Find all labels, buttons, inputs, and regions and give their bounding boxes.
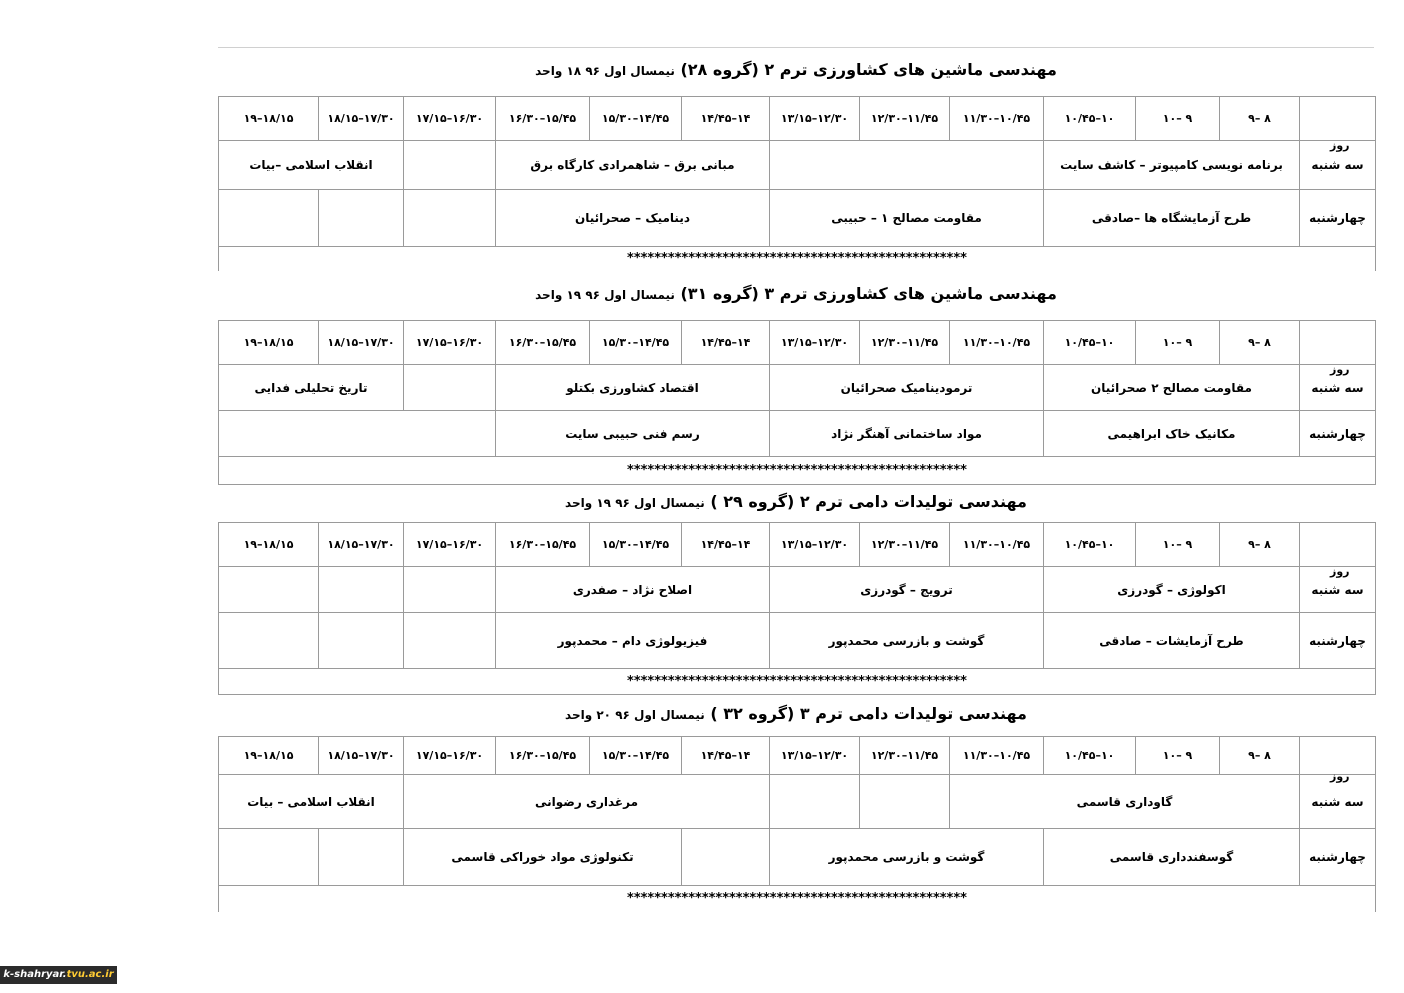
slot-header: ۱۶/۳۰–۱۷/۱۵	[404, 523, 496, 567]
course-cell: مقاومت مصالح ۲ صحرائیان	[1044, 365, 1300, 411]
day-name: سه شنبه	[1300, 141, 1376, 190]
slot-header: ۱۸/۱۵–۱۹	[219, 523, 319, 567]
section-1-schedule-table	[218, 96, 1376, 271]
slot-header: ۱۰/۴۵–۱۱/۳۰	[950, 321, 1044, 365]
course-cell: گوشت و بازرسی محمدپور	[770, 613, 1044, 669]
section-1-title: مهندسی ماشین های کشاورزی ترم ۲ (گروه ۲۸) نیمسال اول ۹۶ ۱۸ واحد	[535, 60, 1057, 79]
separator-row	[219, 886, 1376, 912]
slot-header: ۱۲/۳۰–۱۳/۱۵	[770, 523, 860, 567]
course-cell	[404, 567, 496, 613]
course-cell	[770, 141, 1044, 190]
slot-header: ۱۱/۴۵–۱۲/۳۰	[860, 321, 950, 365]
course-cell: انقلاب اسلامی – بیات	[219, 775, 404, 829]
day-name: چهارشنبه	[1300, 829, 1376, 886]
day-name: چهارشنبه	[1300, 190, 1376, 247]
separator-row	[219, 669, 1376, 695]
slot-header: ۱۰–۱۰/۴۵	[1044, 321, 1136, 365]
slot-header: ۱۴/۴۵–۱۵/۳۰	[590, 523, 682, 567]
slot-header: ۸ –۹	[1220, 97, 1300, 141]
slot-header: ۱۰–۱۰/۴۵	[1044, 97, 1136, 141]
slot-header: ۹ –۱۰	[1136, 523, 1220, 567]
wednesday-row	[219, 411, 1376, 457]
section-4-title: مهندسی تولیدات دامی ترم ۳ (گروه ۳۲ ) نیمسال اول ۹۶ ۲۰ واحد	[565, 704, 1027, 723]
course-cell	[682, 829, 770, 886]
tuesday-row	[219, 567, 1376, 613]
wednesday-row	[219, 829, 1376, 886]
slot-header: ۱۷/۳۰–۱۸/۱۵	[319, 523, 404, 567]
wednesday-row	[219, 613, 1376, 669]
slot-header: ۸ –۹	[1220, 321, 1300, 365]
section-2-title: مهندسی ماشین های کشاورزی ترم ۳ (گروه ۳۱) نیمسال اول ۹۶ ۱۹ واحد	[535, 284, 1057, 303]
slot-header: ۱۸/۱۵–۱۹	[219, 737, 319, 775]
top-divider-line	[218, 47, 1374, 48]
course-cell: رسم فنی حبیبی سایت	[496, 411, 770, 457]
course-cell: مرغداری رضوانی	[404, 775, 770, 829]
tuesday-row	[219, 775, 1376, 829]
asterisk-separator: **************************************************	[219, 669, 1376, 695]
course-cell: برنامه نویسی کامپیوتر – کاشف سایت	[1044, 141, 1300, 190]
header-row	[219, 737, 1376, 775]
course-cell	[860, 775, 950, 829]
course-cell	[219, 613, 319, 669]
slot-header: ۱۴–۱۴/۴۵	[682, 523, 770, 567]
course-cell: مکانیک خاک ابراهیمی	[1044, 411, 1300, 457]
slot-header: ۱۱/۴۵–۱۲/۳۰	[860, 737, 950, 775]
course-cell: دینامیک – صحرائیان	[496, 190, 770, 247]
course-cell: تکنولوژی مواد خوراکی قاسمی	[404, 829, 682, 886]
slot-header: ۱۴/۴۵–۱۵/۳۰	[590, 97, 682, 141]
course-cell: اصلاح نژاد – صفدری	[496, 567, 770, 613]
corner-cell: روز	[1300, 321, 1376, 365]
course-cell: ترویج – گودرزی	[770, 567, 1044, 613]
course-cell: گاوداری قاسمی	[950, 775, 1300, 829]
slot-header: ۹ –۱۰	[1136, 737, 1220, 775]
course-cell: مواد ساختمانی آهنگر نژاد	[770, 411, 1044, 457]
course-cell: ترمودینامیک صحرائیان	[770, 365, 1044, 411]
wednesday-row	[219, 190, 1376, 247]
section-3-title: مهندسی تولیدات دامی ترم ۲ (گروه ۲۹ ) نیمسال اول ۹۶ ۱۹ واحد	[565, 492, 1027, 511]
day-name: چهارشنبه	[1300, 613, 1376, 669]
course-cell	[770, 775, 860, 829]
header-row	[219, 97, 1376, 141]
slot-header: ۱۵/۴۵–۱۶/۳۰	[496, 737, 590, 775]
corner-cell: روز	[1300, 523, 1376, 567]
course-cell: مبانی برق – شاهمرادی کارگاه برق	[496, 141, 770, 190]
slot-header: ۱۲/۳۰–۱۳/۱۵	[770, 321, 860, 365]
slot-header: ۱۱/۴۵–۱۲/۳۰	[860, 523, 950, 567]
slot-header: ۱۰–۱۰/۴۵	[1044, 523, 1136, 567]
course-cell	[319, 190, 404, 247]
site-logo: k-shahryar.tvu.ac.ir	[0, 966, 117, 984]
slot-header: ۱۸/۱۵–۱۹	[219, 321, 319, 365]
day-name: سه شنبه	[1300, 775, 1376, 829]
course-cell	[404, 190, 496, 247]
course-cell	[319, 567, 404, 613]
slot-header: ۱۴–۱۴/۴۵	[682, 321, 770, 365]
tuesday-row	[219, 365, 1376, 411]
day-name: سه شنبه	[1300, 567, 1376, 613]
header-row	[219, 321, 1376, 365]
header-row	[219, 523, 1376, 567]
course-cell	[319, 613, 404, 669]
slot-header: ۱۴–۱۴/۴۵	[682, 737, 770, 775]
asterisk-separator: **************************************************	[219, 886, 1376, 912]
slot-header: ۱۷/۳۰–۱۸/۱۵	[319, 737, 404, 775]
slot-header: ۱۶/۳۰–۱۷/۱۵	[404, 97, 496, 141]
corner-cell: روز	[1300, 97, 1376, 141]
course-cell: گوشت و بازرسی محمدپور	[770, 829, 1044, 886]
course-cell: انقلاب اسلامی –بیات	[219, 141, 404, 190]
course-cell	[319, 829, 404, 886]
separator-row	[219, 457, 1376, 485]
course-cell	[219, 190, 319, 247]
slot-header: ۱۷/۳۰–۱۸/۱۵	[319, 321, 404, 365]
slot-header: ۱۵/۴۵–۱۶/۳۰	[496, 523, 590, 567]
slot-header: ۹ –۱۰	[1136, 97, 1220, 141]
day-name: چهارشنبه	[1300, 411, 1376, 457]
slot-header: ۱۷/۳۰–۱۸/۱۵	[319, 97, 404, 141]
slot-header: ۱۰/۴۵–۱۱/۳۰	[950, 737, 1044, 775]
slot-header: ۱۰/۴۵–۱۱/۳۰	[950, 523, 1044, 567]
slot-header: ۸ –۹	[1220, 523, 1300, 567]
course-cell: مقاومت مصالح ۱ – حبیبی	[770, 190, 1044, 247]
course-cell	[404, 141, 496, 190]
course-cell: گوسفندداری قاسمی	[1044, 829, 1300, 886]
course-cell: طرح آزمایشگاه ها –صادقی	[1044, 190, 1300, 247]
slot-header: ۱۵/۴۵–۱۶/۳۰	[496, 321, 590, 365]
asterisk-separator: **************************************************	[219, 457, 1376, 485]
asterisk-separator: **************************************************	[219, 247, 1376, 271]
course-cell: طرح آزمایشات – صادقی	[1044, 613, 1300, 669]
slot-header: ۱۲/۳۰–۱۳/۱۵	[770, 737, 860, 775]
slot-header: ۱۰/۴۵–۱۱/۳۰	[950, 97, 1044, 141]
slot-header: ۱۰–۱۰/۴۵	[1044, 737, 1136, 775]
course-cell: تاریخ تحلیلی فدایی	[219, 365, 404, 411]
course-cell: اکولوژی – گودرزی	[1044, 567, 1300, 613]
slot-header: ۱۴–۱۴/۴۵	[682, 97, 770, 141]
day-name: سه شنبه	[1300, 365, 1376, 411]
slot-header: ۹ –۱۰	[1136, 321, 1220, 365]
slot-header: ۱۲/۳۰–۱۳/۱۵	[770, 97, 860, 141]
slot-header: ۸ –۹	[1220, 737, 1300, 775]
slot-header: ۱۴/۴۵–۱۵/۳۰	[590, 321, 682, 365]
separator-row	[219, 247, 1376, 271]
course-cell	[219, 829, 319, 886]
course-cell: اقتصاد کشاورزی بکتلو	[496, 365, 770, 411]
course-cell	[219, 411, 496, 457]
section-2-schedule-table	[218, 320, 1376, 485]
slot-header: ۱۴/۴۵–۱۵/۳۰	[590, 737, 682, 775]
corner-cell: روز	[1300, 737, 1376, 775]
course-cell	[404, 613, 496, 669]
course-cell: فیزیولوژی دام – محمدپور	[496, 613, 770, 669]
slot-header: ۱۱/۴۵–۱۲/۳۰	[860, 97, 950, 141]
slot-header: ۱۵/۴۵–۱۶/۳۰	[496, 97, 590, 141]
section-4-schedule-table	[218, 736, 1376, 912]
slot-header: ۱۸/۱۵–۱۹	[219, 97, 319, 141]
course-cell	[404, 365, 496, 411]
course-cell	[219, 567, 319, 613]
slot-header: ۱۶/۳۰–۱۷/۱۵	[404, 737, 496, 775]
section-3-schedule-table	[218, 522, 1376, 695]
tuesday-row	[219, 141, 1376, 190]
slot-header: ۱۶/۳۰–۱۷/۱۵	[404, 321, 496, 365]
